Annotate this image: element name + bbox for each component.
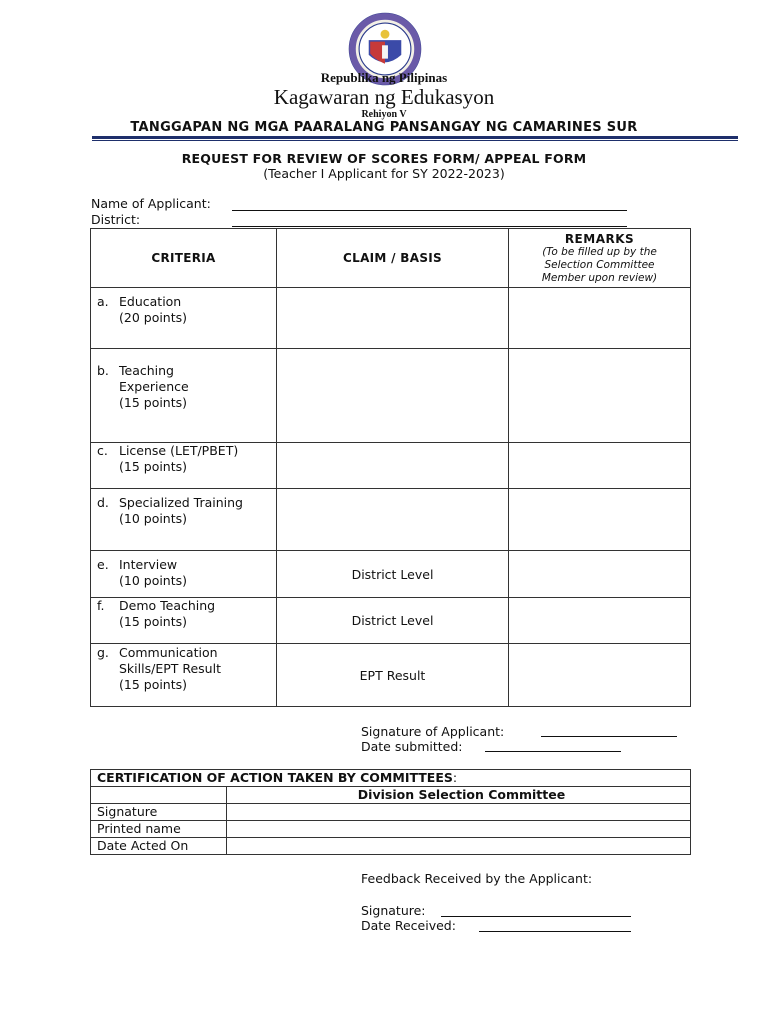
feedback-title: Feedback Received by the Applicant: xyxy=(361,871,593,886)
committee-name: Division Selection Committee xyxy=(227,787,691,804)
committee-blank-cell xyxy=(91,787,227,804)
row-letter: b. xyxy=(97,363,109,378)
criteria-cell xyxy=(91,489,277,551)
criteria-cell xyxy=(91,288,277,349)
criteria-text: Interview xyxy=(119,557,178,572)
cert-row-label: Date Acted On xyxy=(91,838,227,855)
remarks-cell[interactable] xyxy=(509,443,691,489)
criteria-cell xyxy=(91,551,277,598)
signature-of-applicant-field[interactable] xyxy=(541,724,677,737)
remarks-cell[interactable] xyxy=(509,288,691,349)
table-row xyxy=(91,443,691,489)
region-line: Rehiyon V xyxy=(361,109,407,120)
table-row xyxy=(91,804,691,821)
feedback-signature-label: Signature: xyxy=(361,903,426,918)
office-name: TANGGAPAN NG MGA PAARALANG PANSANGAY NG CAMARINES SUR xyxy=(130,120,638,135)
criteria-cell xyxy=(91,644,277,707)
criteria-header: CRITERIA xyxy=(91,229,277,288)
remarks-note-3: Member upon review) xyxy=(541,271,658,284)
criteria-cell xyxy=(91,443,277,489)
row-letter: g. xyxy=(97,645,109,660)
remarks-header xyxy=(509,229,691,288)
remarks-cell[interactable] xyxy=(509,598,691,644)
cert-printed-name-cell[interactable] xyxy=(227,821,691,838)
claim-cell[interactable]: District Level xyxy=(277,598,509,644)
committee-row xyxy=(91,787,691,804)
cert-date-acted-cell[interactable] xyxy=(227,838,691,855)
claim-cell[interactable] xyxy=(277,443,509,489)
claim-cell[interactable] xyxy=(277,489,509,551)
criteria-points: (15 points) xyxy=(119,677,188,692)
remarks-note-2: Selection Committee xyxy=(544,258,655,271)
criteria-cell xyxy=(91,349,277,443)
cert-signature-cell[interactable] xyxy=(227,804,691,821)
criteria-text-2: Experience xyxy=(119,379,189,394)
form-subtitle: (Teacher I Applicant for SY 2022-2023) xyxy=(263,166,505,181)
row-letter: f. xyxy=(97,598,105,613)
remarks-cell[interactable] xyxy=(509,489,691,551)
table-row xyxy=(91,489,691,551)
table-row xyxy=(91,349,691,443)
criteria-text: Education xyxy=(119,294,182,309)
criteria-table xyxy=(90,228,691,707)
form-title: REQUEST FOR REVIEW OF SCORES FORM/ APPEAL FORM xyxy=(181,151,587,166)
signature-of-applicant-label: Signature of Applicant: xyxy=(361,724,505,739)
criteria-cell xyxy=(91,598,277,644)
criteria-points: (10 points) xyxy=(119,573,188,588)
criteria-points: (10 points) xyxy=(119,511,188,526)
criteria-text: Communication xyxy=(119,645,218,660)
criteria-text-2: Skills/EPT Result xyxy=(119,661,221,676)
claim-cell[interactable] xyxy=(277,349,509,443)
cert-row-label: Printed name xyxy=(91,821,227,838)
table-row xyxy=(91,644,691,707)
name-of-applicant-label: Name of Applicant: xyxy=(91,196,211,211)
republic-line: Republika ng Pilipinas xyxy=(320,70,448,85)
certification-title-row xyxy=(91,770,691,787)
header-rule xyxy=(92,136,738,139)
claim-cell[interactable]: District Level xyxy=(277,551,509,598)
certification-title-colon: : xyxy=(452,770,458,785)
table-row xyxy=(91,821,691,838)
certification-title-text: CERTIFICATION OF ACTION TAKEN BY COMMITTEES xyxy=(97,770,453,785)
claim-cell[interactable]: EPT Result xyxy=(277,644,509,707)
date-submitted-label: Date submitted: xyxy=(361,739,463,754)
row-letter: d. xyxy=(97,495,109,510)
criteria-text: License (LET/PBET) xyxy=(119,443,239,458)
district-field[interactable] xyxy=(232,212,627,227)
date-submitted-field[interactable] xyxy=(485,739,621,752)
criteria-points: (15 points) xyxy=(119,459,188,474)
table-row xyxy=(91,598,691,644)
feedback-signature-field[interactable] xyxy=(441,903,631,917)
criteria-points: (20 points) xyxy=(119,310,188,325)
remarks-cell[interactable] xyxy=(509,551,691,598)
remarks-title: REMARKS xyxy=(564,231,635,246)
name-of-applicant-field[interactable] xyxy=(232,196,627,211)
certification-title xyxy=(91,770,691,787)
criteria-text: Teaching xyxy=(119,363,174,378)
remarks-cell[interactable] xyxy=(509,349,691,443)
date-received-field[interactable] xyxy=(479,918,631,932)
criteria-text: Demo Teaching xyxy=(119,598,216,613)
table-row xyxy=(91,838,691,855)
remarks-note-1: (To be filled up by the xyxy=(542,245,657,258)
cert-row-label: Signature xyxy=(91,804,227,821)
remarks-cell[interactable] xyxy=(509,644,691,707)
criteria-points: (15 points) xyxy=(119,395,188,410)
criteria-text: Specialized Training xyxy=(119,495,243,510)
claim-basis-header: CLAIM / BASIS xyxy=(277,229,509,288)
date-received-label: Date Received: xyxy=(361,918,456,933)
claim-cell[interactable] xyxy=(277,288,509,349)
row-letter: e. xyxy=(97,557,109,572)
row-letter: a. xyxy=(97,294,109,309)
certification-table xyxy=(90,769,691,855)
table-row xyxy=(91,551,691,598)
table-header-row xyxy=(91,229,691,288)
header-rule-thin xyxy=(92,140,738,141)
row-letter: c. xyxy=(97,443,108,458)
department-name: Kagawaran ng Edukasyon xyxy=(273,85,495,109)
criteria-points: (15 points) xyxy=(119,614,188,629)
district-label: District: xyxy=(91,212,141,227)
table-row xyxy=(91,288,691,349)
